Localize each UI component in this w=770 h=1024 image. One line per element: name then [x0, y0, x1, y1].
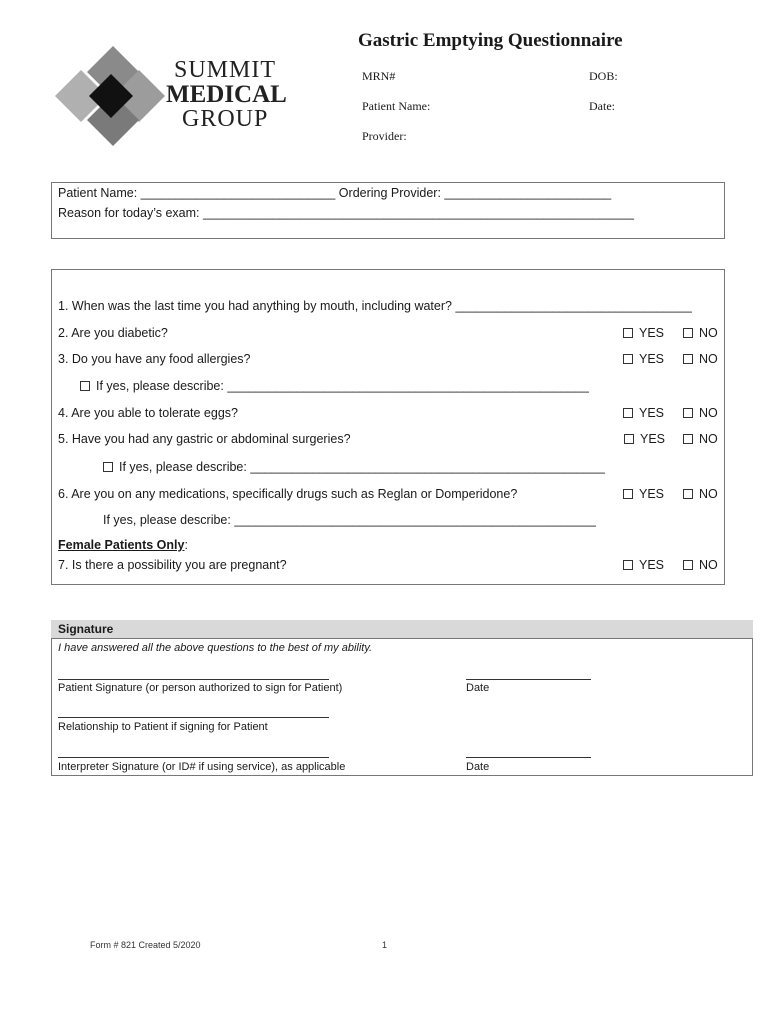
header-patient-name-label: Patient Name: [362, 99, 431, 113]
checkbox-icon[interactable] [683, 560, 693, 570]
summit-logo-icon [55, 44, 167, 148]
interpreter-date-line[interactable] [466, 757, 591, 758]
reason-for-exam-field[interactable]: Reason for today’s exam: ______________________________________________________________ [58, 206, 635, 220]
checkbox-icon[interactable] [80, 381, 90, 391]
mrn-label: MRN# [362, 69, 396, 83]
dob-label: DOB: [589, 69, 618, 83]
checkbox-icon[interactable] [683, 328, 693, 338]
q7-no-option[interactable]: NO [683, 558, 718, 572]
signature-header-bar [51, 620, 753, 639]
logo-summit: SUMMIT [174, 57, 277, 83]
patient-signature-label: Patient Signature (or person authorized to sign for Patient) [58, 682, 343, 694]
checkbox-icon[interactable] [623, 408, 633, 418]
relationship-line[interactable] [58, 717, 329, 718]
logo-medical: MEDICAL [166, 81, 287, 108]
checkbox-icon[interactable] [624, 434, 634, 444]
q6-no-option[interactable]: NO [683, 487, 718, 501]
checkbox-icon[interactable] [623, 560, 633, 570]
form-title: Gastric Emptying Questionnaire [358, 30, 623, 51]
question-1[interactable]: 1. When was the last time you had anything by mouth, including water? __________________________________ [58, 299, 692, 313]
checkbox-icon[interactable] [623, 489, 633, 499]
form-number: Form # 821 Created 5/2020 [90, 940, 201, 950]
q4-no-option[interactable]: NO [683, 406, 718, 420]
question-6: 6. Are you on any medications, specifically drugs such as Reglan or Domperidone? [58, 487, 518, 501]
q4-yes-option[interactable]: YES [623, 406, 664, 420]
checkbox-icon[interactable] [623, 354, 633, 364]
checkbox-icon[interactable] [683, 434, 693, 444]
patient-signature-line[interactable] [58, 679, 329, 680]
logo-group: GROUP [182, 106, 269, 132]
q2-yes-option[interactable]: YES [623, 326, 664, 340]
question-2: 2. Are you diabetic? [58, 326, 168, 340]
provider-label: Provider: [362, 129, 407, 143]
patient-date-line[interactable] [466, 679, 591, 680]
q6-yes-option[interactable]: YES [623, 487, 664, 501]
checkbox-icon[interactable] [683, 489, 693, 499]
attestation-text: I have answered all the above questions to the best of my ability. [58, 642, 373, 654]
question-4: 4. Are you able to tolerate eggs? [58, 406, 238, 420]
question-5: 5. Have you had any gastric or abdominal surgeries? [58, 432, 351, 446]
q7-yes-option[interactable]: YES [623, 558, 664, 572]
interpreter-signature-label: Interpreter Signature (or ID# if using service), as applicable [58, 761, 346, 773]
header-date-label: Date: [589, 99, 615, 113]
q5-no-option[interactable]: NO [683, 432, 718, 446]
page-number: 1 [382, 940, 388, 950]
checkbox-icon[interactable] [683, 408, 693, 418]
q2-no-option[interactable]: NO [683, 326, 718, 340]
checkbox-icon[interactable] [683, 354, 693, 364]
checkbox-icon[interactable] [623, 328, 633, 338]
q5-yes-option[interactable]: YES [624, 432, 665, 446]
q5-describe-field[interactable]: If yes, please describe: ___________________________________________________ [103, 460, 605, 474]
female-patients-heading: Female Patients Only: [58, 538, 188, 552]
interpreter-date-label: Date [466, 761, 490, 773]
q3-yes-option[interactable]: YES [623, 352, 664, 366]
question-3: 3. Do you have any food allergies? [58, 352, 251, 366]
interpreter-signature-line[interactable] [58, 757, 329, 758]
q6-describe-field[interactable]: If yes, please describe: ____________________________________________________ [103, 513, 596, 527]
checkbox-icon[interactable] [103, 462, 113, 472]
relationship-label: Relationship to Patient if signing for Patient [58, 721, 268, 733]
q3-describe-field[interactable]: If yes, please describe: ____________________________________________________ [80, 379, 589, 393]
patient-date-label: Date [466, 682, 490, 694]
signature-heading: Signature [58, 622, 114, 636]
q3-no-option[interactable]: NO [683, 352, 718, 366]
patient-name-ordering-provider-field[interactable]: Patient Name: ____________________________ Ordering Provider: ________________________ [58, 186, 612, 200]
question-7: 7. Is there a possibility you are pregnant? [58, 558, 287, 572]
